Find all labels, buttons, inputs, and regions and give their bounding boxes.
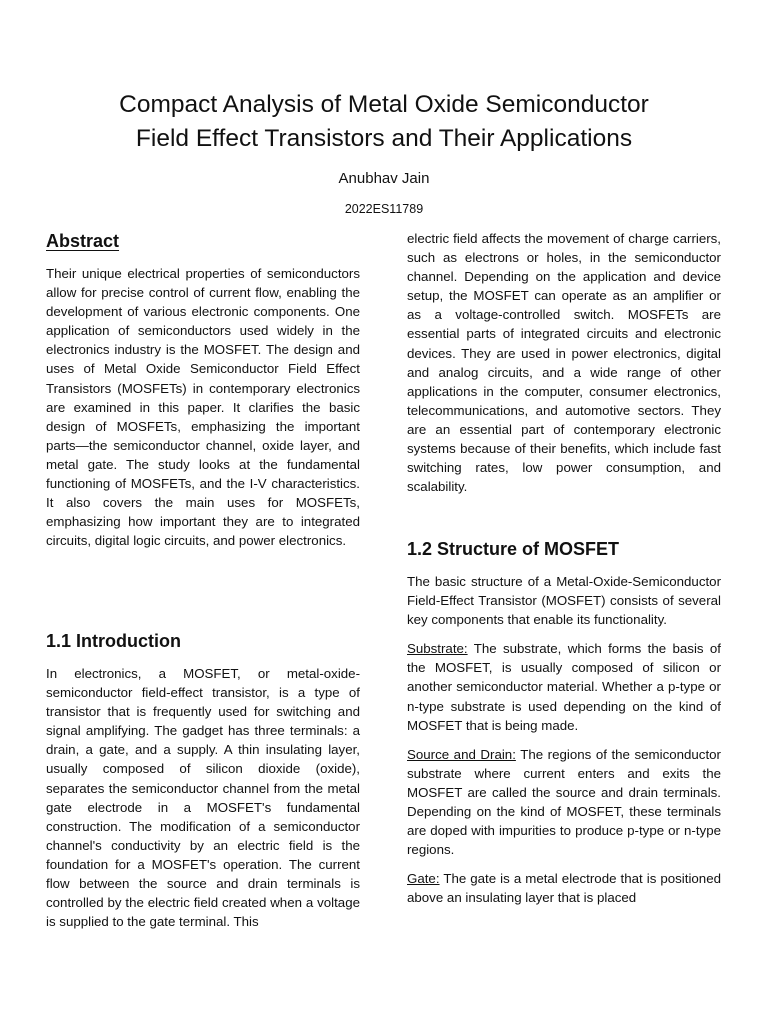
introduction-heading: 1.1 Introduction: [46, 631, 181, 651]
introduction-text: In electronics, a MOSFET, or metal-oxide-semiconductor field-effect transistor, is a type of transistor that is frequently used for switching and signal amplifying. The gadget has three terminals: a drain, a gate, and a supply. A thin insulating layer, usually composed of silicon dioxide (oxide), separates the semiconductor channel from the metal gate electrode in a MOSFET's fundamental construction. The modification of a semiconductor channel's conductivity by an electric field is the foundation for a MOSFET's operation. The current flow between the source and drain terminals is controlled by the electric field created when a voltage is supplied to the gate terminal. This: [46, 666, 360, 930]
structure-intro-text: The basic structure of a Metal-Oxide-Semiconductor Field-Effect Transistor (MOSFET) consists of several key components that enable its functionality.: [407, 574, 721, 628]
substrate-paragraph: [407, 639, 721, 734]
introduction-section: [46, 664, 360, 931]
introduction-continued: [407, 229, 721, 496]
paper-title-line-1: Compact Analysis of Metal Oxide Semiconductor: [119, 91, 649, 118]
abstract-section: [46, 264, 360, 550]
source-drain-paragraph: [407, 745, 721, 860]
substrate-text: The substrate, which forms the basis of the MOSFET, is usually composed of silicon or another semiconductor material. Whether a p-type or n-type substrate is used depending on the kind of MOSFET that is being made.: [407, 641, 721, 733]
structure-heading: 1.2 Structure of MOSFET: [407, 539, 620, 559]
source-drain-label: Source and Drain:: [407, 746, 516, 762]
gate-paragraph: [407, 869, 721, 907]
paper-title-line-2: Field Effect Transistors and Their Applications: [135, 125, 633, 152]
introduction-continued-text: electric field affects the movement of charge carriers, such as electrons or holes, in the semiconductor channel. Depending on the application and device setup, the MOSFET can operate as an amplifier or as a voltage-controlled switch. MOSFETs are essential parts of integrated circuits and electronic devices. They are used in power electronics, digital and analog circuits, and a wide range of other applications in the computer, consumer electronics, telecommunications, and automotive sectors. They are an essential part of contemporary electronic systems because of their benefits, which include fast switching rates, low power consumption, and scalability.: [407, 231, 721, 495]
gate-text: The gate is a metal electrode that is positioned above an insulating layer that is placed: [407, 871, 721, 906]
paper-title: [0, 88, 768, 156]
structure-section: [407, 572, 721, 908]
abstract-text: Their unique electrical properties of semiconductors allow for precise control of current flow, enabling the development of various electronic components. One application of semiconductors used widely in the electronics industry is the MOSFET. The design and uses of Metal Oxide Semiconductor Field Effect Transistors (MOSFETs) in contemporary electronics are examined in this paper. It clarifies the basic design of MOSFETs, emphasizing the important parts—the semiconductor channel, oxide layer, and metal gate. The study looks at the fundamental functioning of MOSFETs, and the I-V characteristics. It also covers the main uses for MOSFETs, emphasizing how important they are to integrated circuits, digital logic circuits, and power electronics.: [46, 266, 360, 549]
student-id: 2022ES11789: [344, 202, 424, 216]
source-drain-text: The regions of the semiconductor substrate where current enters and exits the MOSFET are called the source and drain terminals. Depending on the kind of MOSFET, these terminals are doped with impurities to produce p-type or n-type regions.: [407, 746, 721, 858]
gate-label: Gate:: [407, 871, 440, 887]
substrate-label: Substrate:: [407, 641, 468, 657]
author-name: Anubhav Jain: [338, 170, 430, 187]
abstract-heading: Abstract: [46, 231, 120, 251]
